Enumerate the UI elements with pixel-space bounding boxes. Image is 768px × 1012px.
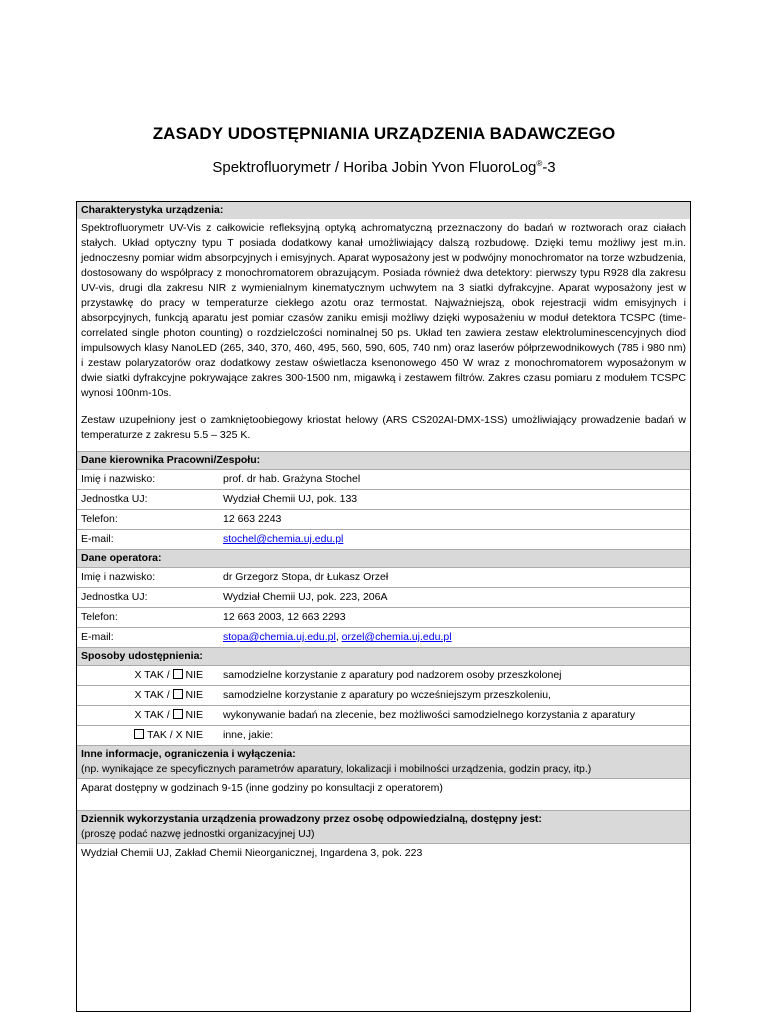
manager-header: Dane kierownika Pracowni/Zespołu:	[77, 451, 690, 469]
log-header	[77, 810, 690, 843]
log-hint: (proszę podać nazwę jednostki organizacyjnej UJ)	[81, 828, 315, 840]
access-header: Sposoby udostępnienia:	[77, 647, 690, 665]
field-value: 12 663 2243	[223, 513, 282, 525]
checkbox-icon[interactable]	[173, 669, 183, 679]
subtitle-main: Spektrofluorymetr / Horiba Jobin Yvon FluoroLog	[212, 159, 537, 176]
operator-email-link-1[interactable]: stopa@chemia.uj.edu.pl	[223, 631, 336, 643]
field-value: Wydział Chemii UJ, pok. 223, 206A	[223, 591, 388, 603]
access-option-row	[77, 685, 690, 705]
field-value: 12 663 2003, 12 663 2293	[223, 611, 346, 623]
choice-suffix: TAK / X NIE	[144, 729, 203, 741]
field-value: prof. dr hab. Grażyna Stochel	[223, 473, 361, 485]
access-choice	[77, 686, 219, 705]
access-option-row	[77, 705, 690, 725]
choice-suffix: NIE	[182, 709, 203, 721]
field-label: E-mail:	[81, 631, 114, 643]
operator-row-email	[77, 627, 690, 647]
field-label: Jednostka UJ:	[81, 591, 148, 603]
choice-prefix: X TAK /	[134, 709, 173, 721]
field-label: E-mail:	[81, 533, 114, 545]
registered-mark: ®	[536, 159, 543, 168]
field-label: Telefon:	[81, 611, 118, 623]
other-info-title: Inne informacje, ograniczenia i wyłączenia:	[81, 748, 296, 760]
characteristics-paragraph-1: Spektrofluorymetr UV-Vis z całkowicie refleksyjną optyką achromatyczną przeznaczony do badań w roztworach oraz ciałach stałych. Układ optyczny typu T posiada dodatkowy kanał umożliwiający dalszą rozbudowę. Dzięki temu możliwy jest m.in. jednoczesny pomiar widm absorpcyjnych i emisyjnych. Aparat wyposażony jest w podwójny monochromator na torze wzbudzenia, dostosowany do współpracy z monochromatorem obrazującym. Posiada również dwa detektory: pierwszy typu R928 dla zakresu UV-vis, drugi dla zakresu NIR z wymienialnym kinematycznym uchwytem na 3 siatki dyfrakcyjne. Aparat wyposażony jest w przystawkę do pracy w temperaturze ciekłego azotu oraz termostat. Najważniejszą, obok rejestracji widm emisyjnych i absorpcyjnych, funkcją aparatu jest pomiar czasów zaniku emisji możliwy dzięki wyposażeniu w moduł detektora TCSPC (time-correlated single photon counting) o rozdzielczości nominalnej 50 ps. Układ ten zawiera zestaw elektroluminescencyjnych diod impulsowych klasy NanoLED (265, 340, 370, 460, 495, 560, 590, 605, 740 nm) oraz laserów półprzewodnikowych (785 i 980 nm) i zestaw polaryzatorów oraz dodatkowy zestaw oświetlacza ksenonowego 450 W wraz z monochromatorem wyposażonym w dwie siatki dyfrakcyjne pokrywające zakres 300-1500 nm, migawką i zestawem filtrów. Zakres czasu pomiaru z modułem TCSPC wynosi 100nm-10s.	[81, 222, 686, 399]
manager-row-phone	[77, 509, 690, 529]
choice-prefix: X TAK /	[134, 689, 173, 701]
access-choice	[77, 706, 219, 725]
access-option-row	[77, 665, 690, 685]
choice-suffix: NIE	[182, 669, 203, 681]
access-description: samodzielne korzystanie z aparatury pod nadzorem osoby przeszkolonej	[223, 669, 562, 681]
checkbox-icon[interactable]	[173, 709, 183, 719]
other-info-hint: (np. wynikające ze specyficznych parametrów aparatury, lokalizacji i mobilności urządzenia, godzin pracy, itp.)	[81, 763, 592, 775]
checkbox-icon[interactable]	[173, 689, 183, 699]
choice-suffix: NIE	[182, 689, 203, 701]
log-text: Wydział Chemii UJ, Zakład Chemii Nieorganicznej, Ingardena 3, pok. 223	[77, 843, 690, 861]
field-value: dr Grzegorz Stopa, dr Łukasz Orzeł	[223, 571, 389, 583]
rules-table	[76, 201, 691, 1012]
manager-row-name	[77, 469, 690, 489]
field-label: Telefon:	[81, 513, 118, 525]
access-option-row	[77, 725, 690, 745]
field-label: Jednostka UJ:	[81, 493, 148, 505]
manager-row-email	[77, 529, 690, 549]
access-description: wykonywanie badań na zlecenie, bez możliwości samodzielnego korzystania z aparatury	[223, 709, 636, 721]
access-choice	[77, 726, 219, 745]
subtitle-tail: -3	[542, 159, 556, 176]
access-choice	[77, 666, 219, 685]
log-title: Dziennik wykorzystania urządzenia prowadzony przez osobę odpowiedzialną, dostępny jest:	[81, 813, 542, 825]
field-label: Imię i nazwisko:	[81, 473, 156, 485]
operator-row-unit	[77, 587, 690, 607]
other-info-header	[77, 745, 690, 778]
operator-row-name	[77, 567, 690, 587]
manager-email-link[interactable]: stochel@chemia.uj.edu.pl	[223, 533, 344, 545]
operator-row-phone	[77, 607, 690, 627]
access-description: inne, jakie:	[223, 729, 274, 741]
manager-row-unit	[77, 489, 690, 509]
choice-prefix: X TAK /	[134, 669, 173, 681]
characteristics-paragraph-2: Zestaw uzupełniony jest o zamkniętoobiegowy kriostat helowy (ARS CS202AI-DMX-1SS) umożliwiający prowadzenie badań w temperaturze z zakresu 5.5 – 325 K.	[81, 414, 686, 441]
access-description: samodzielne korzystanie z aparatury po wcześniejszym przeszkoleniu,	[223, 689, 551, 701]
characteristics-header: Charakterystyka urządzenia:	[77, 202, 690, 219]
other-info-text: Aparat dostępny w godzinach 9-15 (inne godziny po konsultacji z operatorem)	[77, 778, 690, 810]
email-separator: ,	[335, 631, 342, 643]
document-subtitle	[0, 159, 768, 176]
checkbox-icon[interactable]	[134, 729, 144, 739]
document-title: ZASADY UDOSTĘPNIANIA URZĄDZENIA BADAWCZEGO	[152, 124, 616, 143]
field-value: Wydział Chemii UJ, pok. 133	[223, 493, 358, 505]
operator-header: Dane operatora:	[77, 549, 690, 567]
operator-email-link-2[interactable]: orzel@chemia.uj.edu.pl	[341, 631, 452, 643]
field-label: Imię i nazwisko:	[81, 571, 156, 583]
blank-area	[77, 861, 690, 1011]
